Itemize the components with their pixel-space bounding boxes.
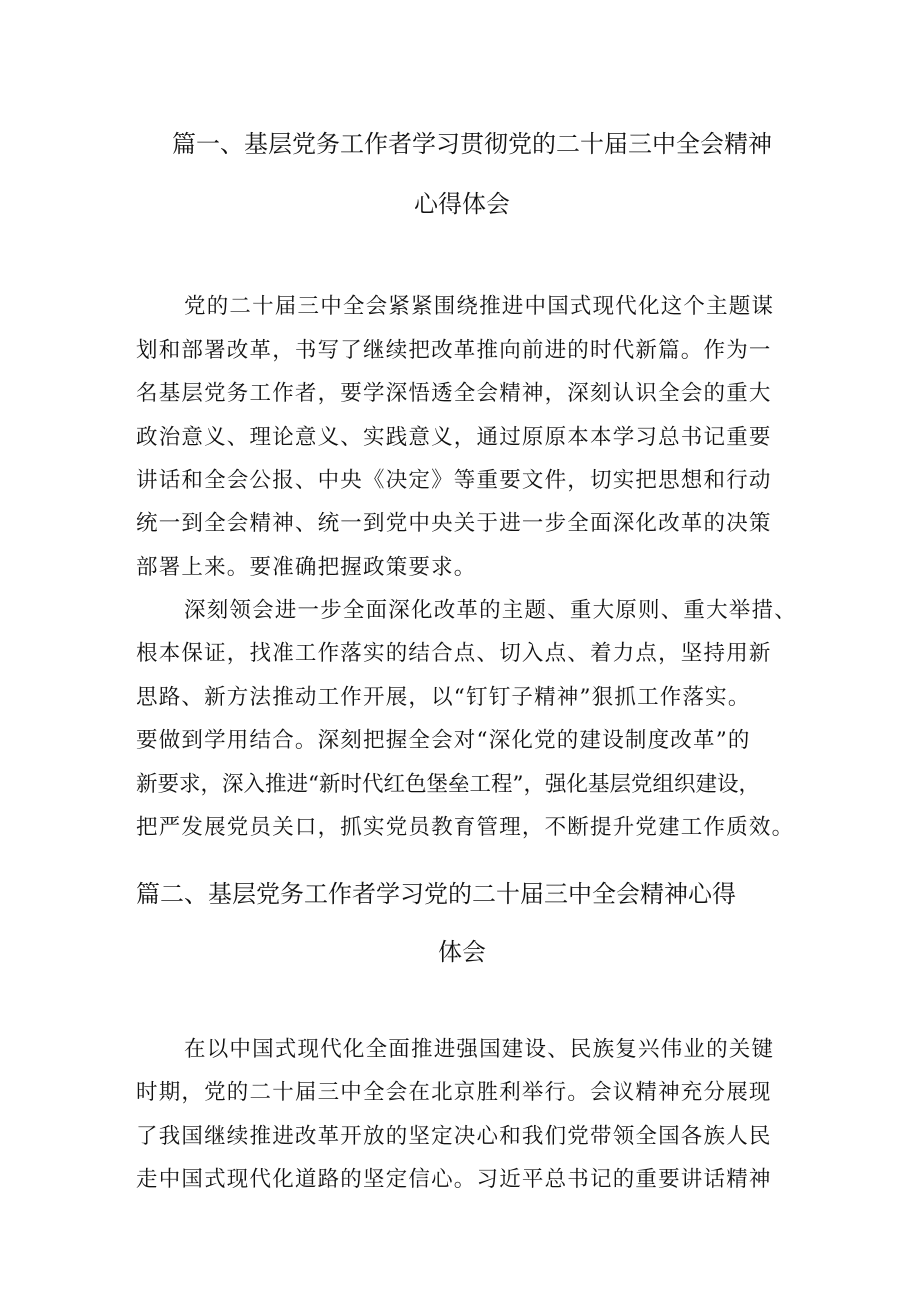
section1-line: 讲话和全会公报、中央《决定》等重要文件，切实把思想和行动 bbox=[136, 468, 772, 493]
section1-line: 把严发展党员关口，抓实党员教育管理，不断提升党建工作质效。 bbox=[136, 815, 795, 840]
section1-line: 思路、新方法推动工作开展，以“钉钉子精神”狠抓工作落实。 bbox=[136, 685, 751, 710]
section1-line: 划和部署改革，书写了继续把改革推向前进的时代新篇。作为一 bbox=[136, 338, 772, 363]
section2-line: 在以中国式现代化全面推进强国建设、民族复兴伟业的关键 bbox=[184, 1037, 775, 1062]
section1-line: 统一到全会精神、统一到党中央关于进一步全面深化改革的决策 bbox=[136, 511, 772, 536]
section1-line: 部署上来。要准确把握政策要求。 bbox=[136, 555, 477, 580]
section2-line: 时期，党的二十届三中全会在北京胜利举行。会议精神充分展现 bbox=[136, 1080, 772, 1105]
section1-line: 深刻领会进一步全面深化改革的主题、重大原则、重大举措、 bbox=[184, 598, 797, 623]
section1-line: 名基层党务工作者，要学深悟透全会精神，深刻认识全会的重大 bbox=[136, 381, 772, 406]
section2-title-line2: 体会 bbox=[438, 938, 486, 966]
section1-line: 政治意义、理论意义、实践意义，通过原原本本学习总书记重要 bbox=[136, 425, 772, 450]
section2-line: 了我国继续推进改革开放的坚定决心和我们党带领全国各族人民 bbox=[136, 1124, 772, 1149]
section2-line: 走中国式现代化道路的坚定信心。习近平总书记的重要讲话精神 bbox=[136, 1167, 772, 1192]
section1-line: 新要求，深入推进“新时代红色堡垒工程”，强化基层党组织建设， bbox=[136, 772, 760, 797]
section1-line: 要做到学用结合。深刻把握全会对“深化党的建设制度改革”的 bbox=[136, 728, 751, 753]
section2-title-line1: 篇二、基层党务工作者学习党的二十届三中全会精神心得 bbox=[136, 880, 736, 908]
section1-title-line1: 篇一、基层党务工作者学习贯彻党的二十届三中全会精神 bbox=[172, 130, 772, 158]
section1-title-line2: 心得体会 bbox=[414, 190, 510, 218]
section1-line: 根本保证，找准工作落实的结合点、切入点、着力点，坚持用新 bbox=[136, 641, 772, 666]
section1-line: 党的二十届三中全会紧紧围绕推进中国式现代化这个主题谋 bbox=[184, 294, 775, 319]
